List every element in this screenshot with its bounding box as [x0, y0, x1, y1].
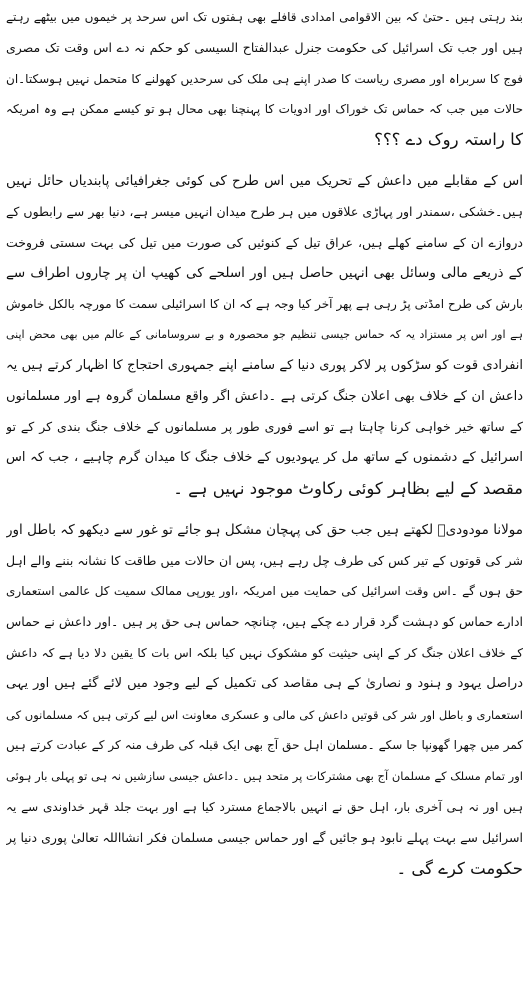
text-line: حکومت کرے گی ۔: [396, 858, 523, 878]
text-line: کمر میں چھرا گھونپا جا سکے ۔مسلمان اہل حق آج بھی ایک قبلہ کی طرف منہ کر کے عبادت کرتے ہیں: [6, 738, 523, 753]
paragraph-1: [6, 2, 523, 156]
text-line: فوج کا سربراہ اور مصری ریاست کا صدر اپنے ہی ملک کی سرحدیں کھولنے کا متحمل نہیں ہوسکتا۔ان: [6, 71, 523, 86]
text-line: ادارے حماس کو دہشت گرد قرار دے چکے ہیں، چنانچہ حماس ہی حق پر ہیں ۔اور داعش نے حماس: [6, 614, 523, 630]
text-line: دراصل یہود و ہنود و نصاریٰ کے ہی مقاصد کی تکمیل کے لیے وجود میں لائے گئے ہیں اور یہی: [6, 675, 523, 691]
text-line: ہیں اور نہ ہی آخری بار، اہل حق نے انہیں بالاجماع مسترد کیا ہے اور بہت جلد قہر خداوندی سے یہ: [6, 799, 523, 814]
paragraph-3: [6, 515, 523, 885]
text-line: ہے اور اس پر مستزاد یہ کہ حماس جیسی تنظیم جو محصورہ و بے سروسامانی کے عالم میں بھی محض اپنی: [6, 327, 523, 341]
paragraph-2: [6, 166, 523, 505]
text-line: کے ذریعے مالی وسائل بھی انہیں حاصل ہیں اور اسلحے کی کھیپ ان پر چاروں اطراف سے: [6, 265, 523, 282]
text-line: کے ساتھ خیر خواہی کرنا چاہتا ہے تو اسے فوری طور پر مسلمانوں کے خلاف جنگ بندی کر کے تو: [6, 419, 523, 435]
text-line: انفرادی قوت کو سڑکوں پر لاکر پوری دنیا کے سامنے اپنے جمہوری احتجاج کا اظہار کرتے ہیں یہ: [6, 357, 523, 373]
text-line: اسرائیل کے دشمنوں کے ساتھ مل کر یہودیوں کے خلاف جنگ کا میدان گرم چاہیے ، جب کہ اس: [6, 450, 523, 466]
text-line: حالات میں جب کہ حماس تک خوراک اور ادویات کا پہنچنا بھی محال ہو تو کیسے ممکن ہے وہ امریکہ: [6, 102, 523, 117]
text-line: اور تمام مسلک کے مسلمان آج بھی مشترکات پر متحد ہیں ۔داعش جیسی سازشیں نہ ہی تو پہلی بار ہوئی: [6, 769, 523, 784]
text-line: بارش کی طرح امڈتی پڑ رہی ہے پھر آخر کیا وجہ ہے کہ ان کا اسرائیلی سمت کا مورچہ بالکل خاموش: [6, 297, 523, 312]
text-line: حق ہوں گے ۔اس وقت اسرائیل کی حمایت میں امریکہ ،اور یورپی ممالک سمیت کل عالمی استعماری: [6, 584, 523, 599]
text-line: اس کے مقابلے میں داعش کے تحریک میں اس طرح کی کوئی جغرافیائی پابندیاں حائل نہیں: [6, 172, 523, 189]
text-line: شر کی قوتوں کے تیر کس کی طرف چل رہے ہیں، پس ان حالات میں طاقت کا نشانہ بننے والے اہل: [6, 552, 523, 568]
text-line: مولانا مودودیؒ لکھتے ہیں جب حق کی پہچان مشکل ہو جائے تو غور سے دیکھو کہ باطل اور: [6, 521, 523, 538]
text-line: ہیں۔خشکی ،سمندر اور پہاڑی علاقوں میں ہر طرح میدان انہیں میسر ہے، دنیا بھر سے رابطوں کے: [6, 203, 523, 219]
text-line: مقصد کے لیے بظاہر کوئی رکاوٹ موجود نہیں ہے ۔: [173, 478, 523, 498]
text-line: دروازے ان کے سامنے کھلے ہیں، عراق تیل کے کنوئیں کی صورت میں تیل کی بہت سستی فروخت: [6, 234, 523, 250]
text-line: داعش ان کے خلاف بھی اعلان جنگ کرتی ہے ۔داعش اگر واقع مسلمان گروہ ہے اور مسلمانوں: [6, 388, 523, 404]
text-line: ہیں اور جب تک اسرائیل کی حکومت جنرل عبدالفتاح السیسی کو حکم نہ دے اس وقت تک مصری: [6, 39, 523, 55]
text-line: استعماری و باطل اور شر کی قوتیں داعش کی مالی و عسکری معاونت اس لیے کرتی ہیں کہ مسلمانوں کی: [6, 707, 523, 722]
text-line: کے خلاف اعلان جنگ کر کے اپنی حیثیت کو مشکوک نہیں کیا بلکہ اس بات کا یقین دلا دیا ہے کہ داعش: [6, 645, 523, 660]
text-line: اسرائیل سے بہت پہلے نابود ہو جائیں گے اور حماس جیسی مسلمان فکر انشااللہ تعالیٰ پوری دنیا پر: [6, 829, 523, 845]
text-line: کا راستہ روک دے ؟؟؟: [374, 130, 523, 150]
text-line: بند رہتی ہیں ۔حتیٰ کہ بین الاقوامی امدادی قافلے بھی ہفتوں تک اس سرحد پر خیموں میں بیٹھے رہتے: [6, 10, 523, 24]
